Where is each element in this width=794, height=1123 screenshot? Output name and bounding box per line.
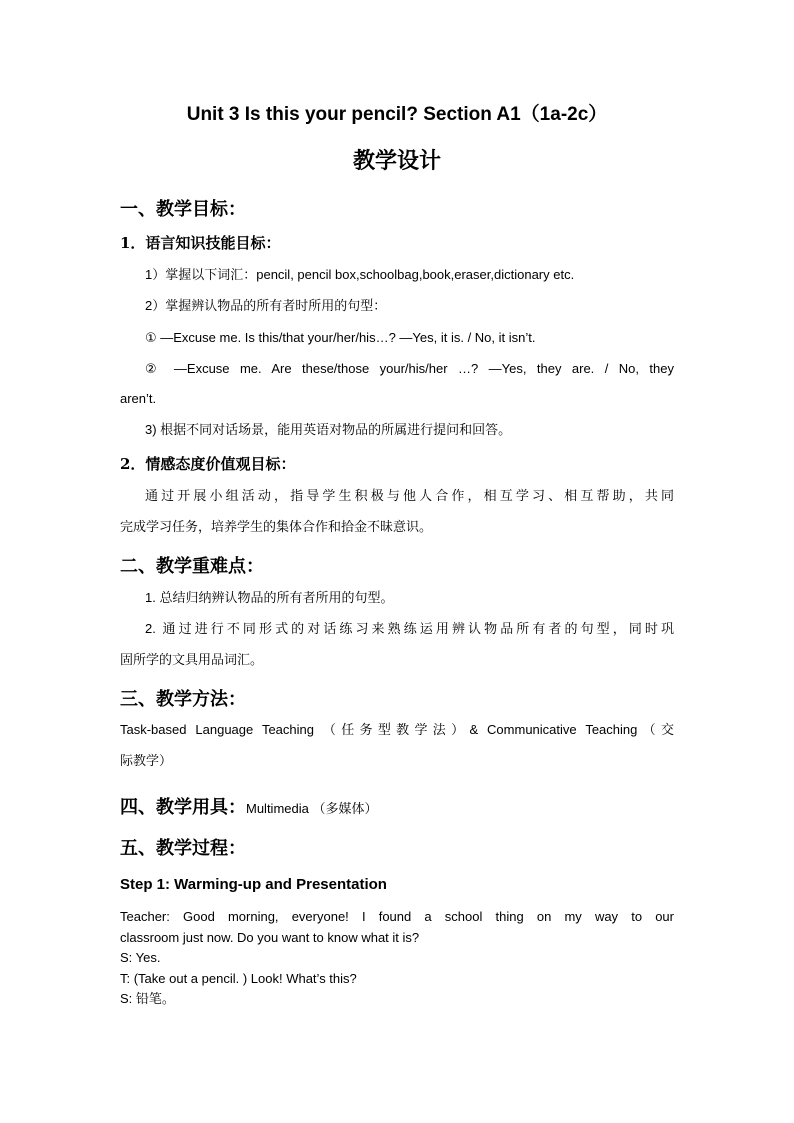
dialog-block xyxy=(120,907,674,1010)
dialog-line: classroom just now. Do you want to know what it is? xyxy=(120,929,420,945)
section-heading-objectives: 一、教学目标： xyxy=(120,199,246,220)
methods-line-2: 际教学） xyxy=(120,753,173,768)
document-subtitle: 教学设计 xyxy=(352,148,441,174)
section-teaching-aids xyxy=(120,793,377,819)
dialog-line: Teacher: Good morning, everyone! I found a school thing on my way to our xyxy=(120,909,674,924)
section-heading-key-points: 二、教学重难点： xyxy=(120,556,264,577)
teaching-aids-value: Multimedia （多媒体） xyxy=(246,801,378,816)
subsection-heading-emotional-values: 2．情感态度价值观目标： xyxy=(120,455,296,473)
key-point-1: 1. 总结归纳辨认物品的所有者所用的句型。 xyxy=(145,590,394,605)
dialog-line: T: (Take out a pencil. ) Look! What’s this? xyxy=(120,970,357,986)
step-1-heading: Step 1: Warming-up and Presentation xyxy=(120,876,387,893)
sentence-pattern-1: ① —Excuse me. Is this/that your/her/his…? —Yes, it is. / No, it isn’t. xyxy=(145,330,536,345)
methods-line-1: Task-based Language Teaching （任务型教学法）& Communicative Teaching（交 xyxy=(120,722,674,737)
section-heading-methods: 三、教学方法： xyxy=(120,689,246,710)
sentence-pattern-2-continued: aren’t. xyxy=(120,391,157,406)
sentence-pattern-2: ② —Excuse me. Are these/those your/his/her …? —Yes, they are. / No, they xyxy=(145,361,674,376)
section-heading-process: 五、教学过程： xyxy=(120,838,246,859)
dialog-line: S: 铅笔。 xyxy=(120,991,175,1006)
objective-item-vocabulary: 1）掌握以下词汇：pencil, pencil box,schoolbag,book,eraser,dictionary etc. xyxy=(145,267,575,282)
key-point-2-continued: 固所学的文具用品词汇。 xyxy=(120,652,264,667)
key-point-2: 2. 通过进行不同形式的对话练习来熟练运用辨认物品所有者的句型，同时巩 xyxy=(145,621,674,636)
dialog-line: S: Yes. xyxy=(120,950,161,965)
values-line-2: 完成学习任务，培养学生的集体合作和拾金不昧意识。 xyxy=(120,519,433,534)
section-heading-teaching-aids: 四、教学用具： xyxy=(120,797,246,818)
values-line-1: 通过开展小组活动，指导学生积极与他人合作，相互学习、相互帮助，共同 xyxy=(145,488,674,503)
subsection-heading-language-skills: 1．语言知识技能目标： xyxy=(120,234,281,252)
objective-item-dialogue: 3) 根据不同对话场景，能用英语对物品的所属进行提问和回答。 xyxy=(145,422,512,437)
objective-item-sentence-patterns: 2）掌握辨认物品的所有者时所用的句型： xyxy=(145,298,387,313)
document-title: Unit 3 Is this your pencil? Section A1（1a-2c） xyxy=(186,104,608,125)
